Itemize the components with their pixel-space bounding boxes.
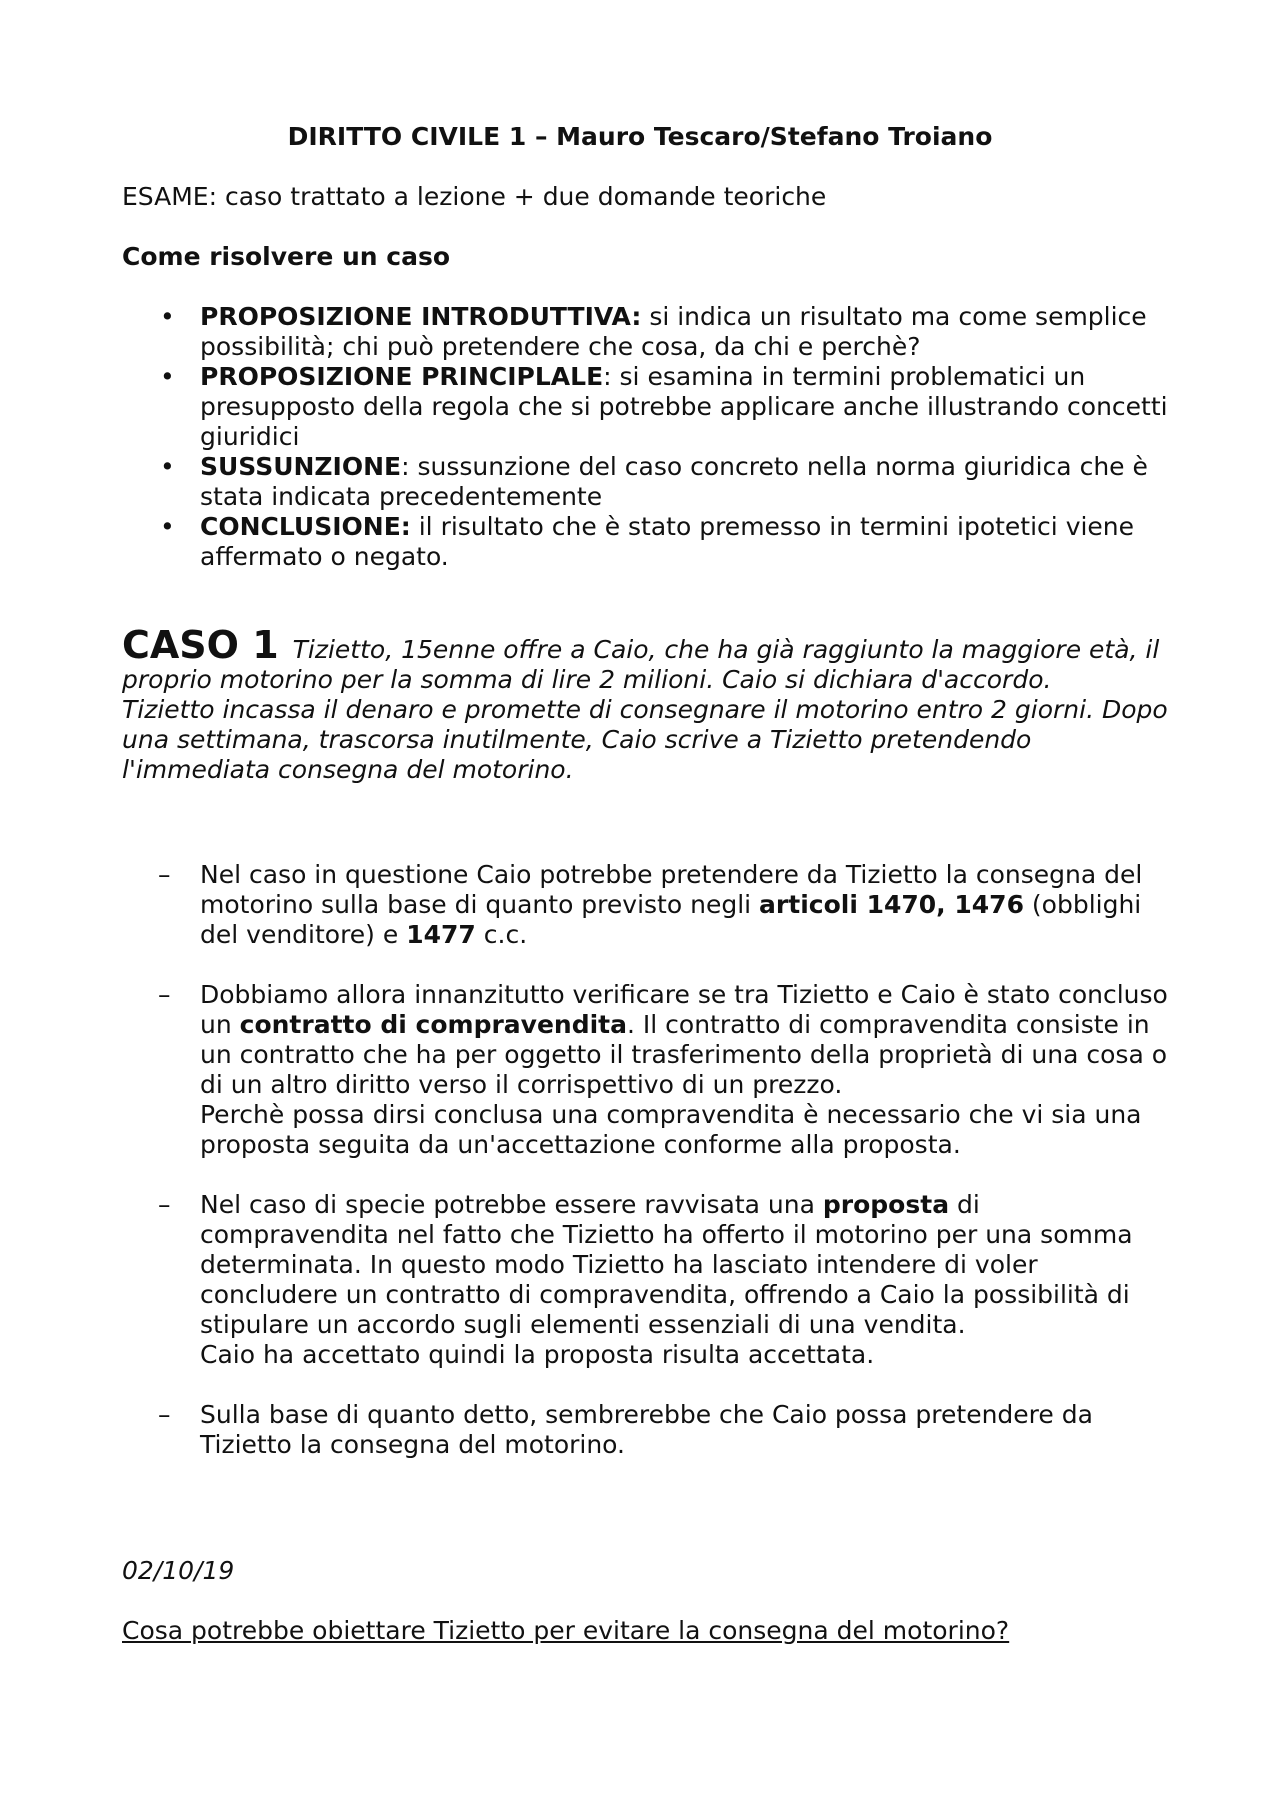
case-text-2: Tizietto incassa il denaro e promette di consegnare il motorino entro 2 giorni. Dopo una settimana, trascorsa inutilmente, Caio scrive a Tizietto pretendendo l'immediata consegna del motorino. bbox=[122, 695, 1168, 784]
text: . Il contratto di compravendita consiste in un contratto che ha per oggetto il trasferimento della proprietà di una cosa o di un altro diritto verso il corrispettivo di un prezzo. bbox=[200, 1010, 1168, 1099]
step-term: CONCLUSIONE: bbox=[200, 512, 411, 541]
dash-icon: – bbox=[158, 980, 171, 1009]
text: Sulla base di quanto detto, sembrerebbe che Caio possa pretendere da Tizietto la consegna del motorino. bbox=[200, 1400, 1093, 1459]
list-item bbox=[122, 362, 1172, 452]
step-text: : si esamina in termini problematici un presupposto della regola che si potrebbe applicare anche illustrando concetti giuridici bbox=[200, 362, 1168, 451]
text: Caio ha accettato quindi la proposta risulta accettata. bbox=[200, 1340, 875, 1369]
text: Perchè possa dirsi conclusa una compravendita è necessario che vi sia una proposta seguita da un'accettazione conforme alla proposta. bbox=[200, 1100, 1142, 1159]
bold-text: proposta bbox=[822, 1190, 950, 1219]
question-heading: Cosa potrebbe obiettare Tizietto per evitare la consegna del motorino? bbox=[122, 1616, 1010, 1645]
text: (obblighi del venditore) e bbox=[200, 890, 1142, 949]
list-item bbox=[122, 452, 1172, 512]
case-statement bbox=[122, 623, 1172, 785]
dash-icon: – bbox=[158, 1190, 171, 1219]
text: Dobbiamo allora innanzitutto verificare se tra Tizietto e Caio è stato concluso un bbox=[200, 980, 1168, 1039]
document-title: DIRITTO CIVILE 1 – Mauro Tescaro/Stefano Troiano bbox=[287, 122, 993, 151]
list-item bbox=[122, 980, 1172, 1160]
bullet-icon: • bbox=[160, 512, 175, 541]
dash-icon: – bbox=[158, 860, 171, 889]
section-heading: Come risolvere un caso bbox=[122, 242, 451, 271]
bold-text: 1477 bbox=[406, 920, 476, 949]
bold-text: articoli 1470, 1476 bbox=[759, 890, 1024, 919]
bullet-icon: • bbox=[160, 452, 175, 481]
dash-icon: – bbox=[158, 1400, 171, 1429]
bullet-icon: • bbox=[160, 302, 175, 331]
list-item bbox=[122, 1190, 1172, 1370]
text: di compravendita nel fatto che Tizietto ha offerto il motorino per una somma determinata. In questo modo Tizietto ha lasciato intendere di voler concludere un contratto di compravendita, offrendo a Caio la possibilità di stipulare un accordo sugli elementi essenziali di una vendita. bbox=[200, 1190, 1133, 1339]
list-item bbox=[122, 302, 1172, 362]
text: Nel caso in questione Caio potrebbe pretendere da Tizietto la consegna del motorino sulla base di quanto previsto negli bbox=[200, 860, 1143, 919]
step-term: PROPOSIZIONE PRINCIPLALE bbox=[200, 362, 604, 391]
step-term: SUSSUNZIONE bbox=[200, 452, 402, 481]
list-item bbox=[122, 1400, 1172, 1460]
case-heading: CASO 1 bbox=[122, 623, 279, 667]
step-text: il risultato che è stato premesso in termini ipotetici viene affermato o negato. bbox=[200, 512, 1135, 571]
bullet-icon: • bbox=[160, 362, 175, 391]
case-text-1: Tizietto, 15enne offre a Caio, che ha già raggiunto la maggiore età, il proprio motorino per la somma di lire 2 milioni. Caio si dichiara d'accordo. bbox=[122, 635, 1160, 694]
step-text: : sussunzione del caso concreto nella norma giuridica che è stata indicata precedentemente bbox=[200, 452, 1148, 511]
step-text: si indica un risultato ma come semplice possibilità; chi può pretendere che cosa, da chi e perchè? bbox=[200, 302, 1147, 361]
bold-text: contratto di compravendita bbox=[239, 1010, 628, 1039]
text: Nel caso di specie potrebbe essere ravvisata una bbox=[200, 1190, 823, 1219]
analysis-list bbox=[122, 860, 1172, 1490]
list-item bbox=[122, 512, 1172, 572]
steps-list bbox=[122, 302, 1172, 572]
text: c.c. bbox=[475, 920, 528, 949]
exam-description: ESAME: caso trattato a lezione + due domande teoriche bbox=[122, 182, 827, 211]
list-item bbox=[122, 860, 1172, 950]
lecture-date: 02/10/19 bbox=[122, 1556, 235, 1585]
step-term: PROPOSIZIONE INTRODUTTIVA: bbox=[200, 302, 642, 331]
